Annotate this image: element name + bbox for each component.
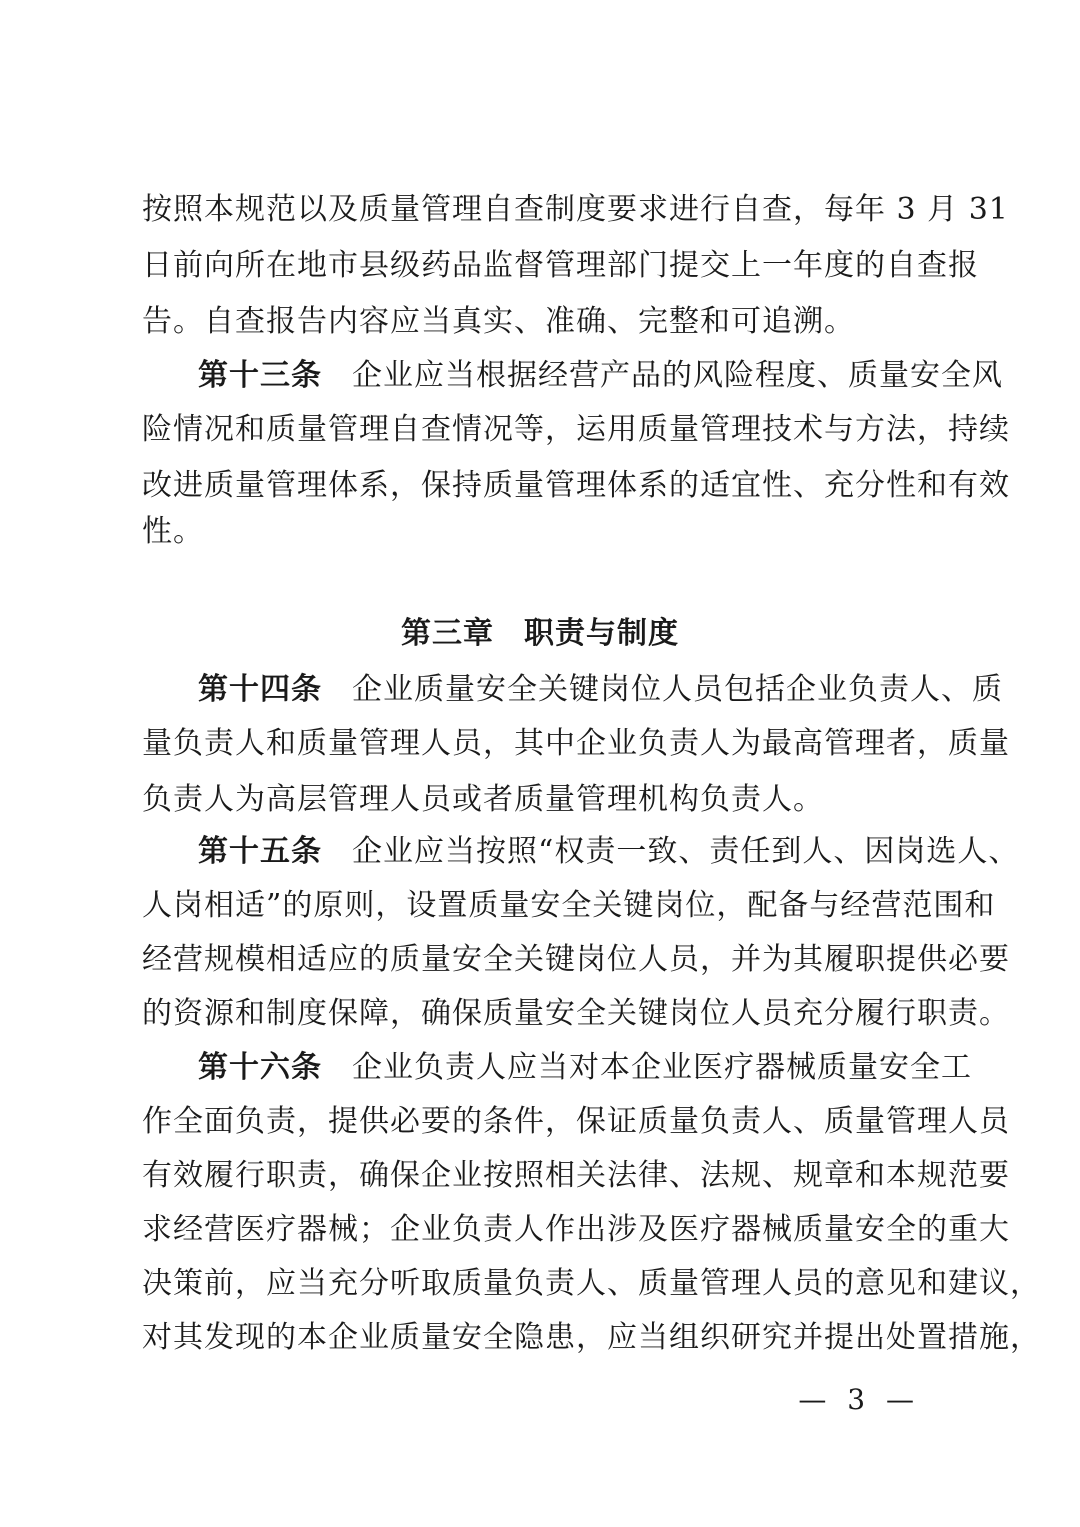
article-16-text: 企业负责人应当对本企业医疗器械质量安全工 <box>352 1050 972 1085</box>
chapter-title: 职责与制度 <box>524 616 679 651</box>
paragraph-line: 决策前，应当充分听取质量负责人、质量管理人员的意见和建议， <box>142 1266 1041 1301</box>
article-16-first-line <box>198 1048 972 1088</box>
paragraph-line: 人岗相适”的原则，设置质量安全关键岗位，配备与经营范围和 <box>142 888 996 923</box>
paragraph-line: 改进质量管理体系，保持质量管理体系的适宜性、充分性和有效 <box>142 468 1010 503</box>
page-number: — 3 — <box>798 1383 920 1416</box>
paragraph-line: 负责人为高层管理人员或者质量管理机构负责人。 <box>142 782 824 817</box>
article-15-first-line <box>198 832 1020 872</box>
article-13-label: 第十三条 <box>198 358 322 393</box>
paragraph-line: 有效履行职责，确保企业按照相关法律、法规、规章和本规范要 <box>142 1158 1010 1193</box>
paragraph-line: 险情况和质量管理自查情况等，运用质量管理技术与方法，持续 <box>142 412 1010 447</box>
article-14-text: 企业质量安全关键岗位人员包括企业负责人、质 <box>352 672 1003 707</box>
paragraph-line: 告。自查报告内容应当真实、准确、完整和可追溯。 <box>142 304 855 339</box>
article-13-text: 企业应当根据经营产品的风险程度、质量安全风 <box>352 358 1003 393</box>
article-13-first-line <box>198 356 1003 396</box>
article-14-first-line <box>198 670 1003 710</box>
article-14-label: 第十四条 <box>198 672 322 707</box>
paragraph-line: 经营规模相适应的质量安全关键岗位人员，并为其履职提供必要 <box>142 942 1010 977</box>
paragraph-line: 按照本规范以及质量管理自查制度要求进行自查，每年 3 月 31 <box>142 192 1009 227</box>
article-15-label: 第十五条 <box>198 834 322 869</box>
article-16-label: 第十六条 <box>198 1050 322 1085</box>
paragraph-line: 对其发现的本企业质量安全隐患，应当组织研究并提出处置措施， <box>142 1320 1041 1355</box>
chapter-number: 第三章 <box>401 616 494 651</box>
paragraph-line: 作全面负责，提供必要的条件，保证质量负责人、质量管理人员 <box>142 1104 1010 1139</box>
paragraph-line: 的资源和制度保障，确保质量安全关键岗位人员充分履行职责。 <box>142 996 1010 1031</box>
paragraph-line: 性。 <box>142 514 204 549</box>
paragraph-line: 日前向所在地市县级药品监督管理部门提交上一年度的自查报 <box>142 248 979 283</box>
article-15-text: 企业应当按照“权责一致、责任到人、因岗选人、 <box>352 834 1020 869</box>
paragraph-line: 量负责人和质量管理人员，其中企业负责人为最高管理者，质量 <box>142 726 1010 761</box>
chapter-heading <box>0 614 1080 654</box>
paragraph-line: 求经营医疗器械；企业负责人作出涉及医疗器械质量安全的重大 <box>142 1212 1010 1247</box>
